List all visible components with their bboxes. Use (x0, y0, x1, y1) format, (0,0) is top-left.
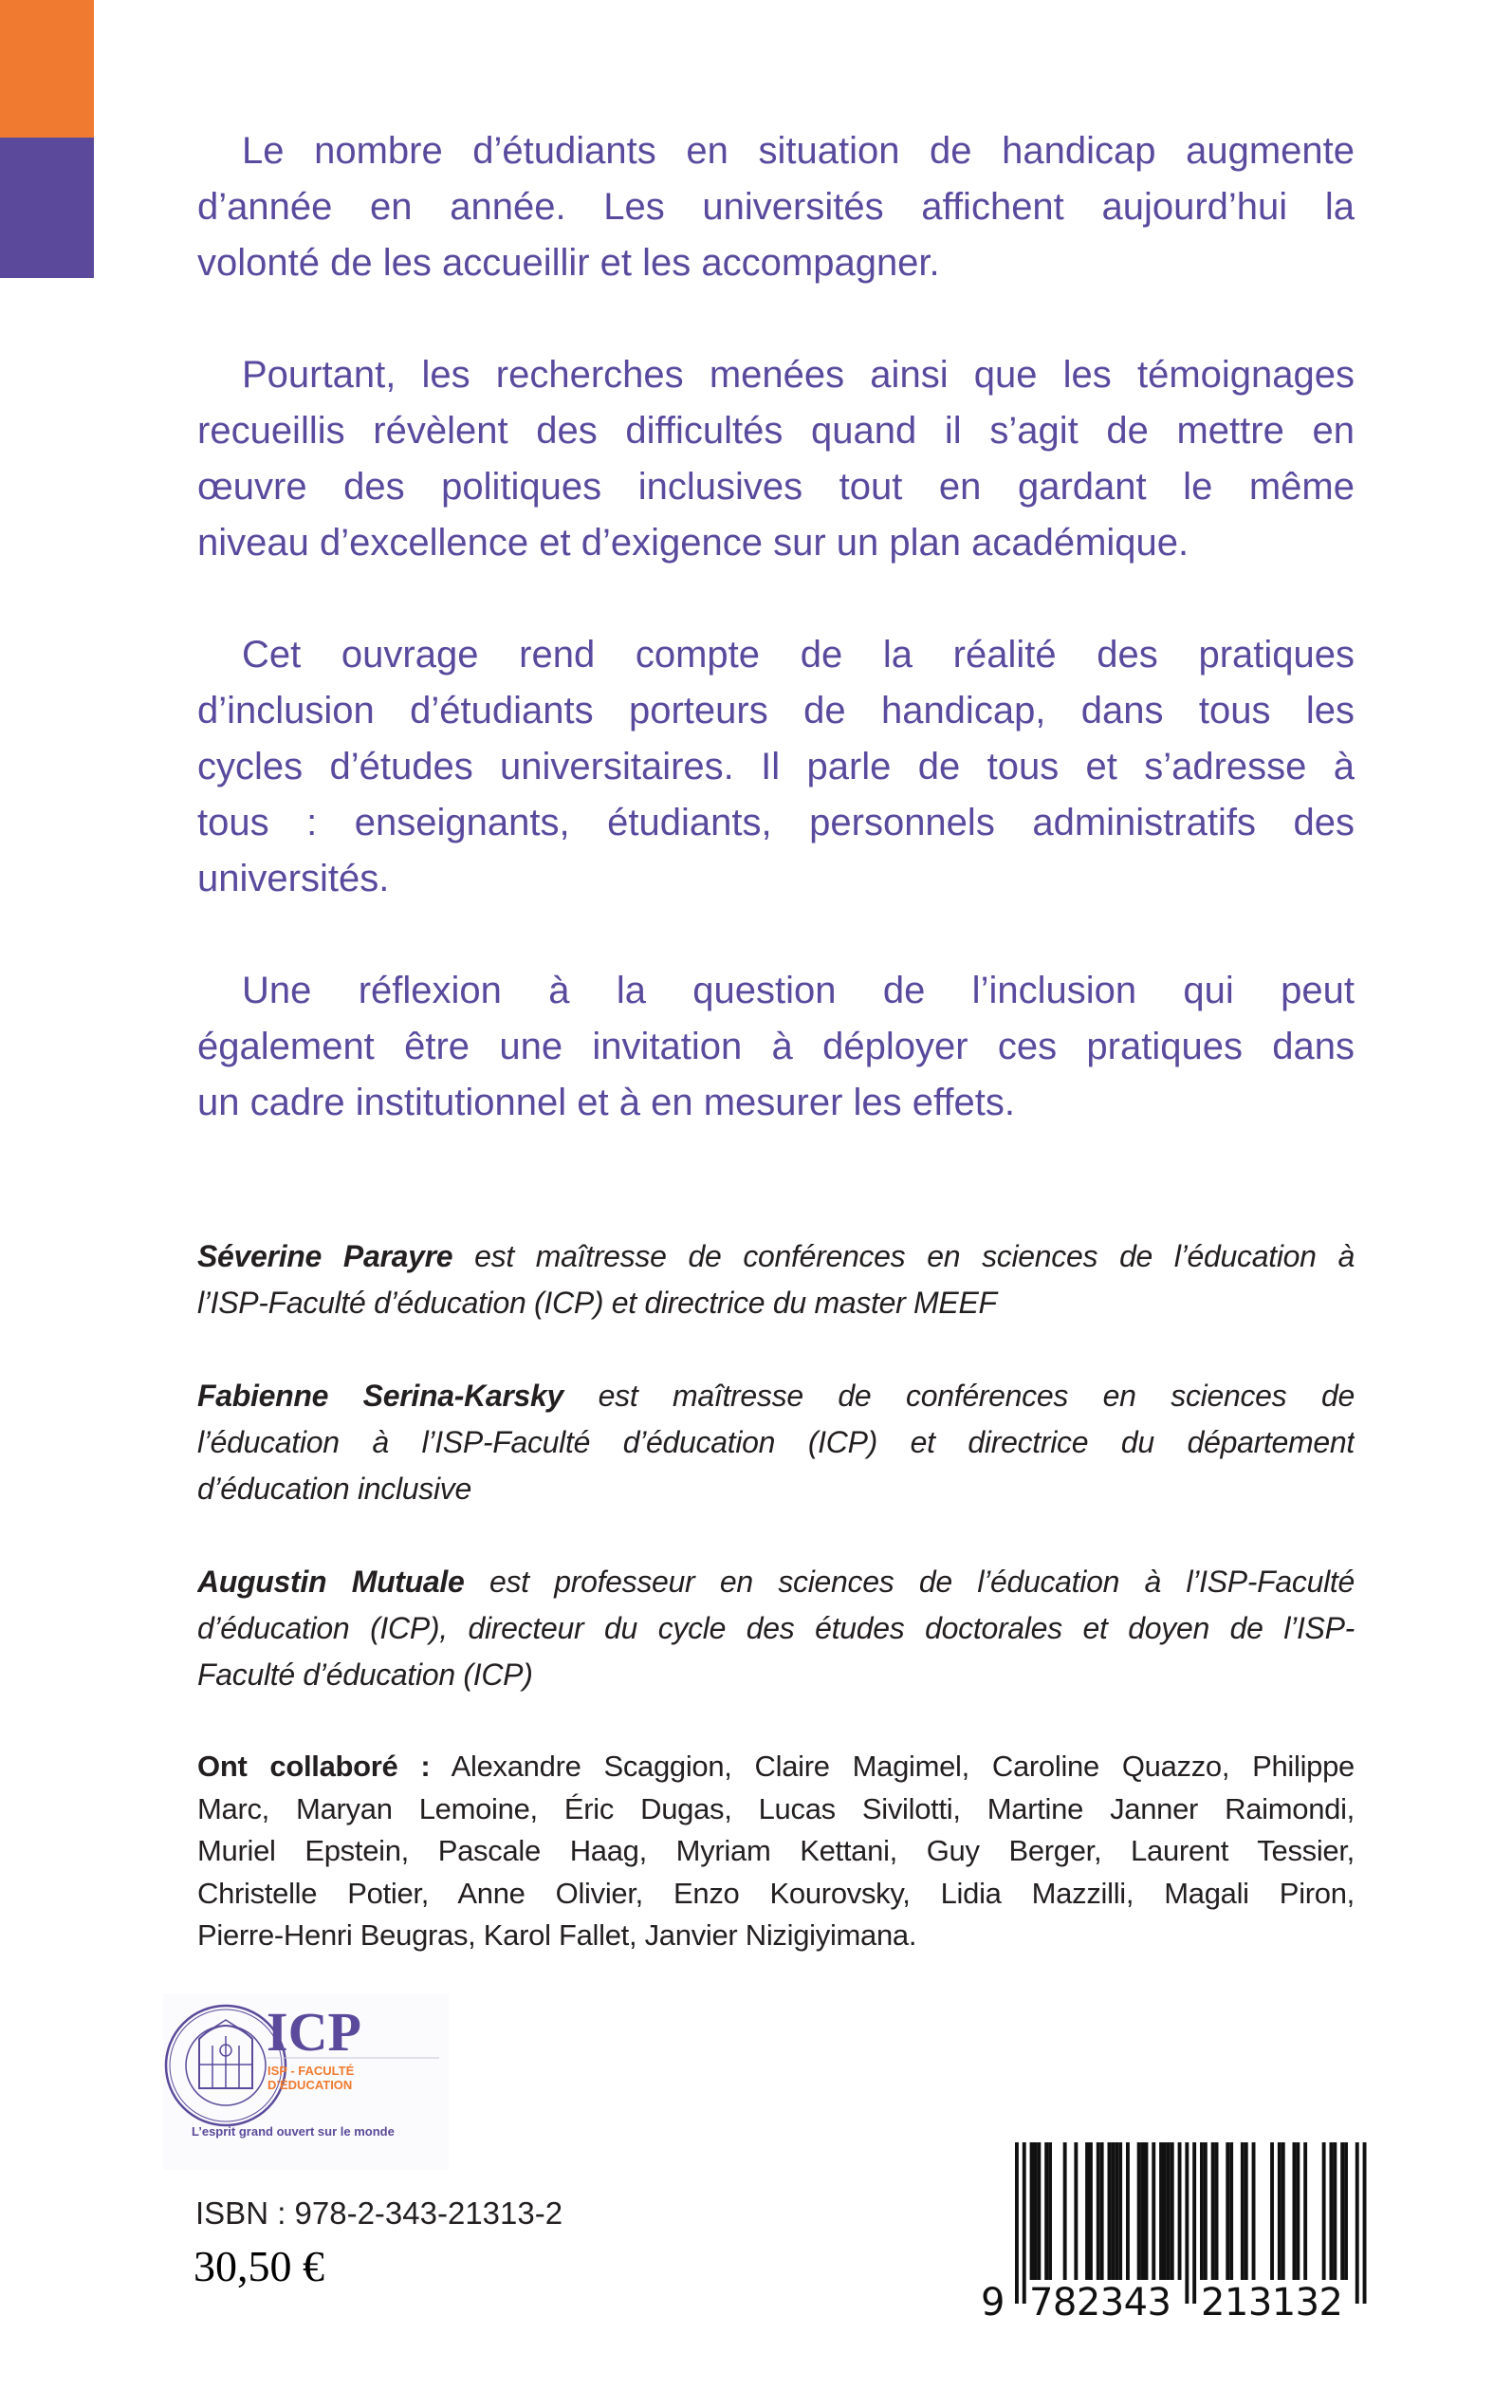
contributors (197, 1746, 1355, 1957)
barcode-bar (1192, 2142, 1196, 2304)
text-line (197, 1746, 1355, 1788)
author-name: Fabienne Serina-Karsky (197, 1379, 564, 1413)
barcode-bar (1363, 2142, 1367, 2304)
barcode-bar (1200, 2142, 1204, 2280)
text-line: tous : enseignants, étudiants, personnels administratifs des (197, 802, 1355, 843)
author-bio-text: l’ISP-Faculté d’éducation (ICP) et directrice du master MEEF (197, 1286, 997, 1320)
logo-faculty-line1: ISP - FACULTÉ (267, 2064, 355, 2078)
author-bio-text: est maîtresse de conférences en sciences de l’éducation à (452, 1239, 1355, 1273)
author-bios (197, 1233, 1355, 1745)
author-bio (197, 1233, 1355, 1326)
barcode-bar (1245, 2142, 1248, 2280)
barcode-bar (1089, 2142, 1093, 2280)
author-name: Séverine Parayre (197, 1239, 453, 1273)
barcode-bar (1215, 2142, 1219, 2280)
text-line: d’inclusion d’étudiants porteurs de handicap, dans tous les (197, 690, 1355, 732)
barcode-bar (1330, 2142, 1334, 2280)
contributors-names: Pierre-Henri Beugras, Karol Fallet, Janvier Nizigiyimana. (197, 1918, 917, 1953)
contributors-names: Christelle Potier, Anne Olivier, Enzo Kourovsky, Lidia Mazzilli, Magali Piron, (197, 1876, 1355, 1910)
text-line: recueillis révèlent des difficultés quand il s’agit de mettre en (197, 410, 1355, 452)
barcode-bar (1085, 2142, 1089, 2280)
barcode-bar (1030, 2142, 1034, 2280)
barcode-bar (1048, 2142, 1052, 2280)
text-line: niveau d’excellence et d’exigence sur un plan académique. (197, 522, 1189, 564)
contributors-names: Marc, Maryan Lemoine, Éric Dugas, Lucas Sivilotti, Martine Janner Raimondi, (197, 1791, 1355, 1825)
barcode-bar (1171, 2142, 1174, 2280)
text-line: volonté de les accueillir et les accompagner. (197, 242, 940, 284)
barcode-bar (1229, 2142, 1233, 2280)
barcode-bar (1226, 2142, 1229, 2280)
barcode-bar (1355, 2142, 1359, 2304)
barcode-bar (1159, 2142, 1163, 2280)
barcode-bar (1108, 2142, 1112, 2280)
text-line (197, 1915, 1355, 1957)
author-bio-text: d’éducation inclusive (197, 1472, 471, 1506)
barcode-bar (1023, 2142, 1026, 2304)
blurb-paragraph (197, 963, 1355, 1131)
barcode-bar (1044, 2142, 1048, 2280)
blurb-paragraph (197, 627, 1355, 907)
text-line: un cadre institutionnel et à en mesurer les effets. (197, 1082, 1015, 1123)
logo-faculty-line2: D’ÉDUCATION (267, 2078, 353, 2092)
barcode-bar (1303, 2142, 1307, 2280)
text-line (197, 1419, 1355, 1466)
barcode-digit-first: 9 (981, 2281, 1005, 2325)
logo-tagline: L’esprit grand ouvert sur le monde (192, 2124, 395, 2139)
barcode-digits-right: 213132 (1201, 2281, 1343, 2325)
text-line: cycles d’études universitaires. Il parle de tous et s’adresse à (197, 746, 1355, 787)
author-bio-text: d’éducation (ICP), directeur du cycle des études doctorales et doyen de l’ISP- (197, 1611, 1355, 1645)
text-line: universités. (197, 858, 390, 899)
contributors-names: Muriel Epstein, Pascale Haag, Myriam Kettani, Guy Berger, Laurent Tessier, (197, 1834, 1355, 1868)
author-bio (197, 1373, 1355, 1512)
blurb-paragraph (197, 347, 1355, 571)
author-name: Augustin Mutuale (197, 1565, 465, 1599)
author-bio-text: Faculté d’éducation (ICP) (197, 1658, 533, 1692)
text-line (197, 1280, 1355, 1326)
barcode-bar (1037, 2142, 1041, 2280)
author-bio-text: est maîtresse de conférences en sciences de (563, 1379, 1355, 1413)
blurb-paragraph (197, 123, 1355, 291)
barcode-bar (1333, 2142, 1337, 2280)
text-line (197, 1605, 1355, 1652)
ean-barcode (977, 2135, 1375, 2325)
text-line: Pourtant, les recherches menées ainsi que les témoignages (242, 354, 1355, 396)
orange-color-band (0, 0, 94, 138)
barcode-bar (1111, 2142, 1115, 2280)
author-bio-text: l’éducation à l’ISP-Faculté d’éducation (ICP) et directrice du département (197, 1425, 1355, 1459)
barcode-bar (1322, 2142, 1326, 2280)
barcode-bar (1145, 2142, 1149, 2280)
contributors-label: Ont collaboré : (197, 1750, 431, 1783)
text-line (197, 1466, 1355, 1512)
barcode-bar (1204, 2142, 1208, 2280)
barcode-bar (1100, 2142, 1104, 2280)
barcode-bar (1163, 2142, 1167, 2280)
barcode-bar (1074, 2142, 1078, 2280)
author-bio (197, 1559, 1355, 1698)
text-line (197, 1830, 1355, 1873)
barcode-bar (1340, 2142, 1344, 2280)
contributors-names: Alexandre Scaggion, Claire Magimel, Caroline Quazzo, Philippe (430, 1750, 1355, 1783)
barcode-bar (1015, 2142, 1019, 2304)
barcode-bar (1211, 2142, 1215, 2280)
barcode-bar (1252, 2142, 1256, 2280)
text-line: Une réflexion à la question de l’inclusion qui peut (242, 970, 1355, 1011)
barcode-bar (1137, 2142, 1141, 2280)
barcode-bar (1185, 2142, 1189, 2304)
barcode-digits-left: 782343 (1029, 2281, 1171, 2325)
barcode-bar (1282, 2142, 1285, 2280)
barcode-bar (1115, 2142, 1118, 2280)
barcode-bar (1278, 2142, 1282, 2280)
barcode-bar (1296, 2142, 1300, 2280)
text-line: d’année en année. Les universités affichent aujourd’hui la (197, 186, 1355, 228)
barcode-bar (1126, 2142, 1130, 2280)
text-line: également être une invitation à déployer ces pratiques dans (197, 1026, 1355, 1067)
barcode-bar (1141, 2142, 1145, 2280)
text-line (197, 1873, 1355, 1916)
text-line (197, 1373, 1355, 1419)
text-line (197, 1788, 1355, 1831)
text-line: Le nombre d’étudiants en situation de handicap augmente (242, 130, 1355, 172)
barcode-bar (1152, 2142, 1155, 2280)
author-bio-text: est professeur en sciences de l’éducation à l’ISP-Faculté (464, 1565, 1355, 1599)
barcode-bar (1034, 2142, 1038, 2280)
text-line (197, 1652, 1355, 1698)
barcode-bar (1241, 2142, 1245, 2280)
barcode-bar (1063, 2142, 1067, 2280)
logo-name: ICP (267, 2001, 361, 2063)
icp-logo (163, 1993, 449, 2170)
barcode-bar (1293, 2142, 1297, 2280)
text-line (197, 1233, 1355, 1280)
barcode-bar (1270, 2142, 1274, 2280)
barcode-bar (1097, 2142, 1100, 2280)
text-line (197, 1559, 1355, 1605)
text-line: Cet ouvrage rend compte de la réalité des pratiques (242, 634, 1355, 676)
blurb-text (197, 123, 1355, 1187)
barcode-bar (1344, 2142, 1348, 2280)
text-line: œuvre des politiques inclusives tout en gardant le même (197, 466, 1355, 508)
price: 30,50 € (194, 2242, 324, 2290)
barcode-bar (1167, 2142, 1171, 2280)
purple-color-band (0, 138, 94, 278)
isbn: ISBN : 978-2-343-21313-2 (195, 2195, 563, 2231)
barcode-bar (1178, 2142, 1182, 2280)
barcode-bar (1118, 2142, 1122, 2280)
